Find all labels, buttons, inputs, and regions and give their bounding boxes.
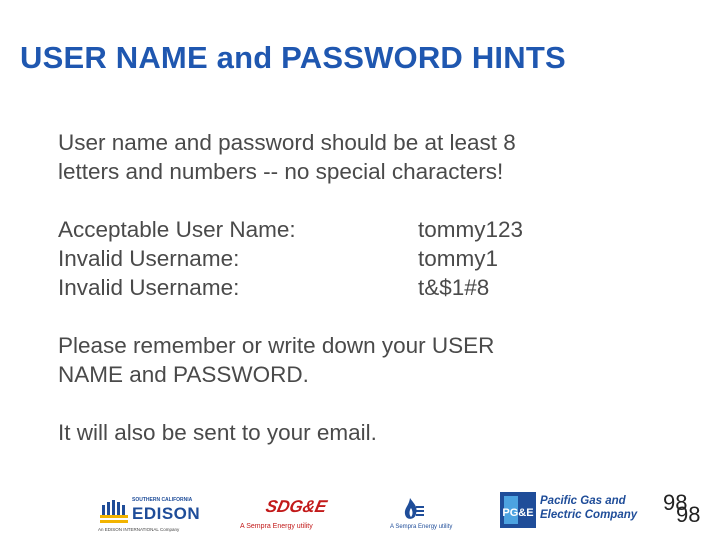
example-row — [58, 215, 523, 244]
socalgas-tagline: A Sempra Energy utility — [390, 524, 453, 530]
sdge-tagline: A Sempra Energy utility — [240, 523, 313, 530]
edison-subtitle: SOUTHERN CALIFORNIA — [132, 497, 193, 503]
example-row — [58, 273, 523, 302]
edison-sunburst-icon — [98, 499, 130, 527]
pge-emblem-icon — [500, 492, 536, 528]
example-value: tommy123 — [418, 217, 524, 242]
example-label: Invalid Username: — [58, 246, 240, 271]
spacer — [58, 302, 523, 331]
remember-line-2: NAME and PASSWORD. — [58, 362, 309, 387]
flame-icon — [396, 496, 426, 524]
svg-text:PG&E: PG&E — [502, 507, 534, 519]
pge-line-1: Pacific Gas and — [540, 495, 626, 507]
intro-line-1: User name and password should be at least 8 — [58, 130, 516, 155]
sdge-mark: SDG&E — [264, 497, 329, 516]
sdge-logo — [240, 497, 330, 537]
example-label: Invalid Username: — [58, 275, 240, 300]
spacer — [58, 389, 523, 418]
pge-logo — [500, 492, 640, 530]
spacer — [58, 186, 523, 215]
socalgas-logo — [390, 496, 460, 538]
edison-name: EDISON — [132, 504, 201, 523]
pge-line-2: Electric Company — [540, 509, 638, 521]
edison-tagline: An EDISON INTERNATIONAL Company — [98, 527, 180, 532]
edison-logo — [98, 497, 210, 537]
pge-text — [540, 494, 637, 522]
example-label: Acceptable User Name: — [58, 217, 296, 242]
example-value: t&$1#8 — [418, 275, 490, 300]
slide-body — [58, 128, 523, 447]
remember-line-1: Please remember or write down your USER — [58, 333, 495, 358]
example-value: tommy1 — [418, 246, 499, 271]
page-number: 98 — [663, 490, 688, 515]
email-line: It will also be sent to your email. — [58, 420, 377, 445]
slide-title: USER NAME and PASSWORD HINTS — [20, 40, 566, 75]
intro-line-2: letters and numbers -- no special characters! — [58, 159, 504, 184]
example-row — [58, 244, 523, 273]
page-number-duplicate: 98 — [676, 502, 701, 527]
